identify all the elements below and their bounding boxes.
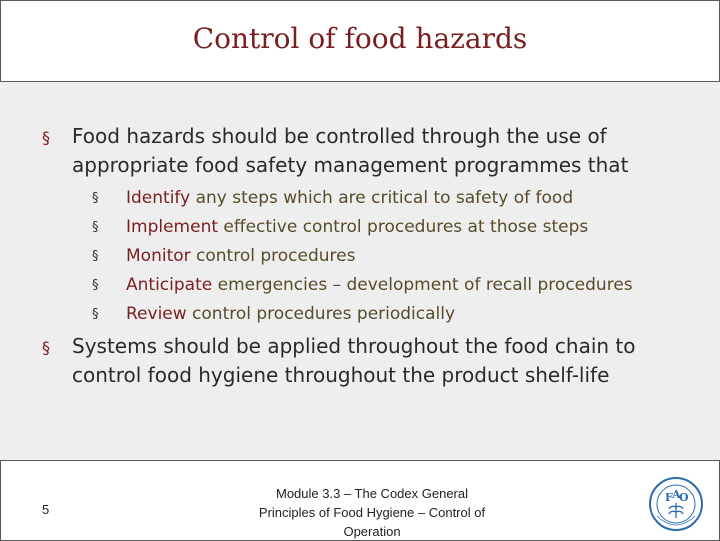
sub-item-text	[126, 271, 633, 300]
sub-item-rest: emergencies – development of recall procedures	[212, 275, 633, 295]
sub-list	[92, 184, 692, 329]
sub-item-rest: effective control procedures at those steps	[218, 217, 589, 237]
bullet-2-text: Systems should be applied throughout the food chain to control food hygiene throughout the product shelf-life	[72, 334, 636, 387]
sub-item-rest: control procedures periodically	[186, 304, 456, 324]
keyword: Monitor	[126, 246, 191, 266]
svg-text:O: O	[679, 491, 689, 504]
keyword: Review	[126, 304, 187, 324]
sub-item-text	[126, 242, 355, 271]
bullet-1-text: Food hazards should be controlled through the use of appropriate food safety management programmes that	[72, 124, 629, 177]
sub-bullet-marker: §	[92, 278, 99, 293]
slide-title: Control of food hazards	[192, 22, 528, 55]
sub-item-implement	[92, 213, 692, 242]
keyword: Identify	[126, 188, 191, 208]
sub-bullet-marker: §	[92, 307, 99, 322]
svg-text:A: A	[672, 488, 681, 501]
sub-bullet-marker: §	[92, 191, 99, 206]
sub-item-identify	[92, 184, 692, 213]
bullet-2	[42, 332, 682, 390]
keyword: Anticipate	[126, 275, 213, 295]
sub-item-text	[126, 300, 455, 329]
keyword: Implement	[126, 217, 219, 237]
sub-bullet-marker: §	[92, 220, 99, 235]
sub-item-anticipate	[92, 271, 692, 300]
sub-bullet-marker: §	[92, 249, 99, 264]
sub-item-rest: any steps which are critical to safety of food	[190, 188, 574, 208]
bullet-marker: §	[42, 128, 50, 147]
sub-item-review	[92, 300, 692, 329]
svg-text:F: F	[665, 491, 673, 504]
fao-logo-icon	[648, 476, 704, 532]
sub-item-monitor	[92, 242, 692, 271]
sub-item-rest: control procedures	[190, 246, 356, 266]
module-caption: Module 3.3 – The Codex General Principles of Food Hygiene – Control of Operation	[258, 486, 486, 539]
sub-item-text	[126, 213, 588, 242]
bullet-marker: §	[42, 338, 50, 357]
sub-item-text	[126, 184, 573, 213]
page-number: 5	[42, 502, 50, 517]
bullet-1	[42, 122, 682, 180]
